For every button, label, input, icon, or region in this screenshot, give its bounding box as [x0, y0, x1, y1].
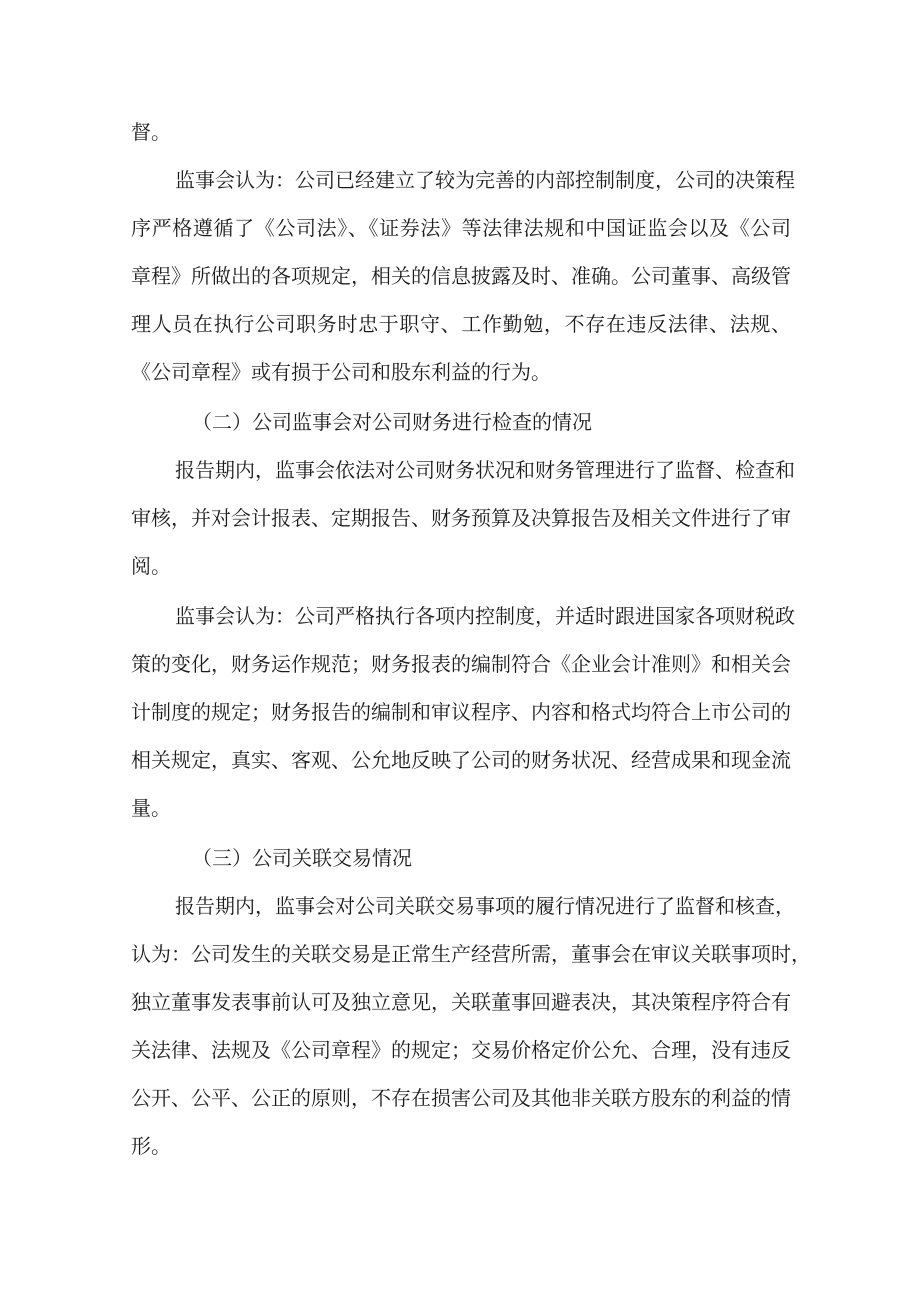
paragraph-line: 计制度的规定；财务报告的编制和审议程序、内容和格式均符合上市公司的 [131, 700, 791, 724]
paragraph-line: 公开、公平、公正的原则，不存在损害公司及其他非关联方股东的利益的情 [131, 1086, 791, 1110]
paragraph-line: 认为：公司发生的关联交易是正常生产经营所需，董事会在审议关联事项时， [131, 942, 811, 966]
paragraph-line: 督。 [131, 120, 171, 144]
paragraph-line: 监事会认为：公司严格执行各项内控制度，并适时跟进国家各项财税政 [175, 604, 795, 628]
paragraph-line: 理人员在执行公司职务时忠于职守、工作勤勉，不存在违反法律、法规、 [131, 312, 791, 336]
paragraph-line: 序严格遵循了《公司法》、《证券法》等法律法规和中国证监会以及《公司 [131, 216, 791, 240]
paragraph-line: 审核，并对会计报表、定期报告、财务预算及决算报告及相关文件进行了审 [131, 506, 791, 530]
section-heading: （二）公司监事会对公司财务进行检查的情况 [192, 410, 592, 434]
paragraph-line: 章程》所做出的各项规定，相关的信息披露及时、准确。公司董事、高级管 [131, 264, 791, 288]
paragraph-line: 《公司章程》或有损于公司和股东利益的行为。 [131, 360, 551, 384]
paragraph-line: 相关规定，真实、客观、公允地反映了公司的财务状况、经营成果和现金流 [131, 748, 791, 772]
paragraph-line: 报告期内，监事会依法对公司财务状况和财务管理进行了监督、检查和 [175, 458, 795, 482]
section-heading: （三）公司关联交易情况 [192, 846, 412, 870]
paragraph-line: 量。 [131, 796, 171, 820]
paragraph-line: 监事会认为：公司已经建立了较为完善的内部控制制度，公司的决策程 [175, 168, 795, 192]
paragraph-line: 策的变化，财务运作规范；财务报表的编制符合《企业会计准则》和相关会 [131, 652, 791, 676]
paragraph-line: 形。 [131, 1134, 171, 1158]
paragraph-line: 独立董事发表事前认可及独立意见，关联董事回避表决，其决策程序符合有 [131, 990, 791, 1014]
paragraph-line: 关法律、法规及《公司章程》的规定；交易价格定价公允、合理，没有违反 [131, 1038, 791, 1062]
paragraph-line: 报告期内，监事会对公司关联交易事项的履行情况进行了监督和核查， [175, 894, 795, 918]
paragraph-line: 阅。 [131, 554, 171, 578]
